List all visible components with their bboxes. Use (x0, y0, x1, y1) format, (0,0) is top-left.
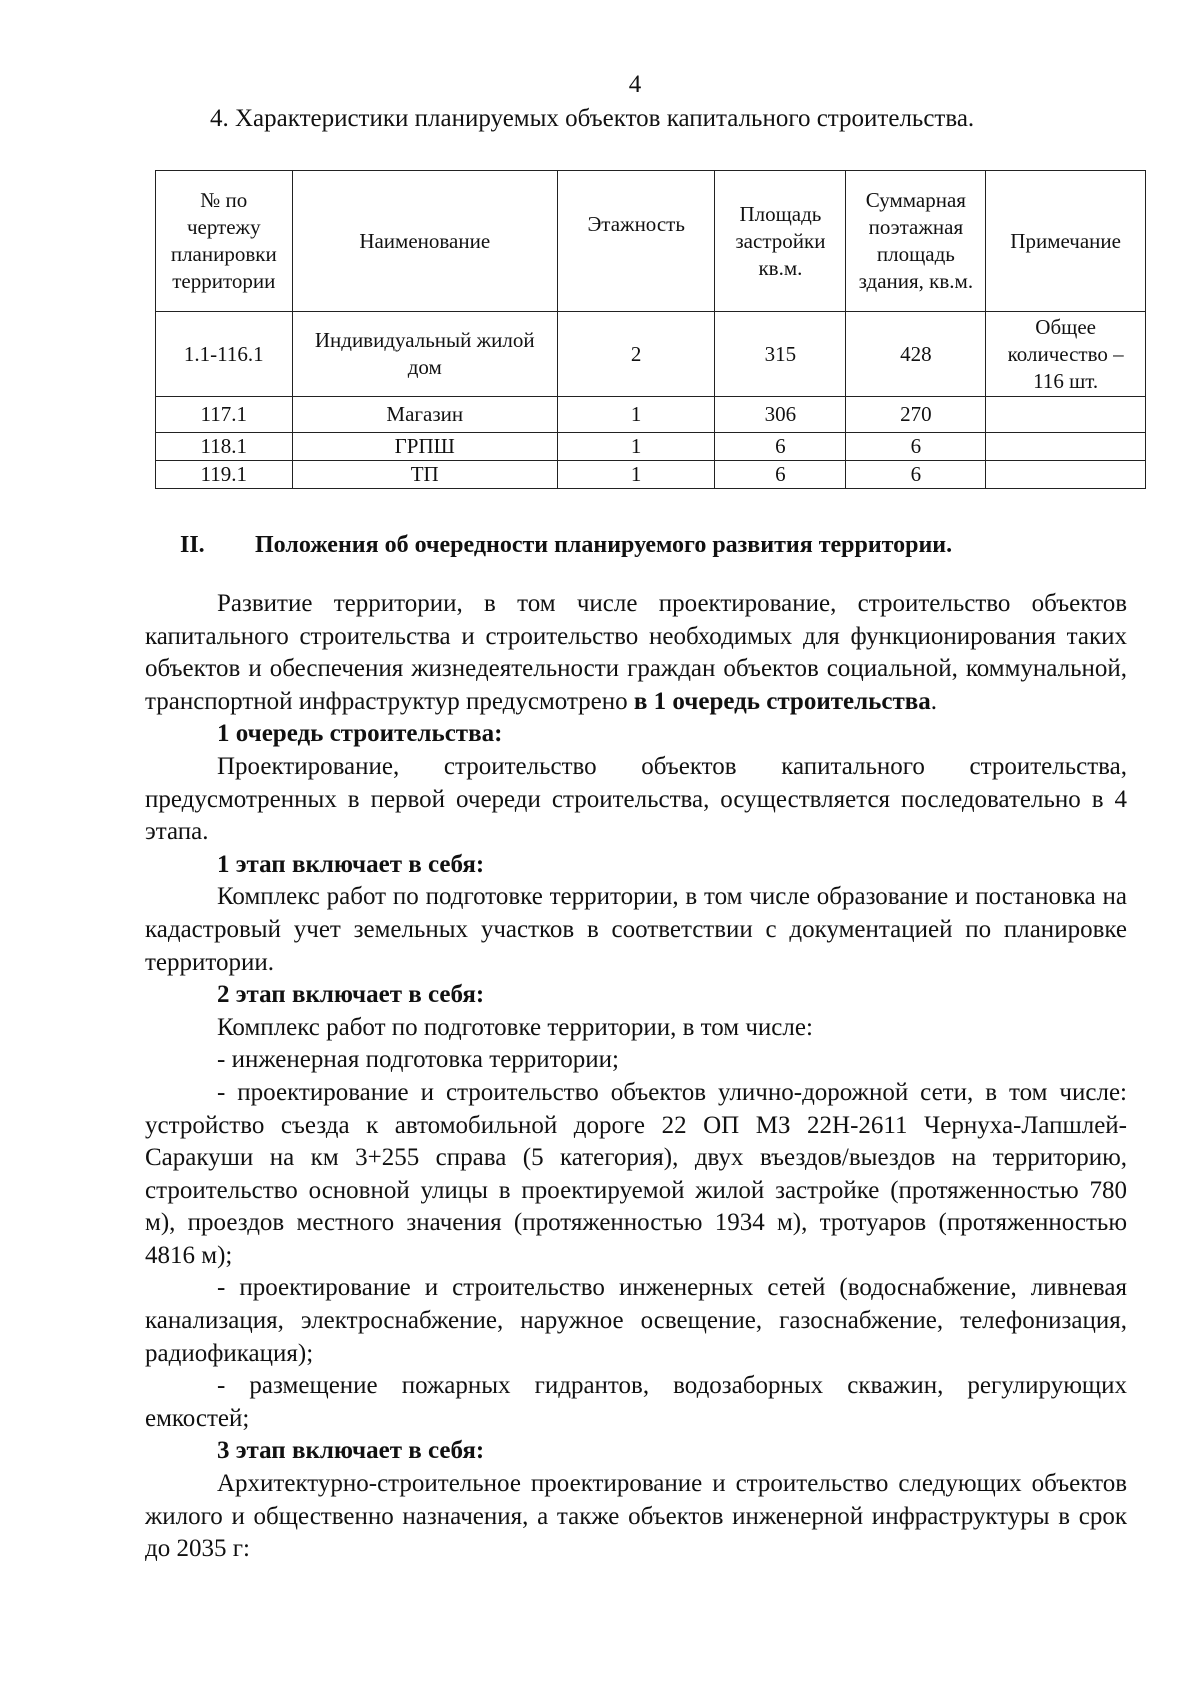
subheading-stage-1: 1 этап включает в себя: (217, 850, 485, 878)
header-cell: Суммарная поэтажная площадь здания, кв.м. (846, 171, 986, 312)
table-cell: 270 (846, 397, 986, 433)
table-cell: 1.1-116.1 (156, 312, 293, 397)
paragraph: - проектирование и строительство объектов улично-дорожной сети, в том числе: устройство съезда к автомобильной дороге 22 ОП МЗ 22Н-2611 Чернуха-Лапшлей-Саракуши на км 3+255 справа (5 категория), двух въездов/выездов на территорию, строительство основной улицы в проектируемой жилой застройке (протяженностью 780 м), проездов местного значения (протяженностью 1934 м), тротуаров (протяженностью 4816 м); (145, 1078, 1127, 1269)
paragraph: Комплекс работ по подготовке территории, в том числе образование и постановка на кадастровый учет земельных участков в соответствии с документацией по планировке территории. (145, 883, 1127, 976)
paragraph-text: Развитие территории, в том числе проектирование, строительство объектов капитального строительства и строительство необходимых для функционирования таких объектов и обеспечения жизнедеятельности граждан объектов социальной, коммунальной, транспортной инфраструктур предусмотрено (145, 590, 1127, 715)
header-cell: № по чертежу планировки территории (156, 171, 293, 312)
table-cell: Магазин (292, 397, 557, 433)
paragraph: Комплекс работ по подготовке территории, в том числе: (217, 1013, 813, 1041)
header-cell: Примечание (986, 171, 1146, 312)
page-number: 4 (628, 71, 642, 98)
table-cell (986, 397, 1146, 433)
header-cell: Этажность (557, 171, 714, 312)
table-cell: Индивидуальный жилой дом (292, 312, 557, 397)
table-title: 4. Характеристики планируемых объектов капитального строительства. (210, 105, 975, 132)
section-number: II. (180, 532, 205, 558)
subheading-queue-1: 1 очередь строительства: (217, 720, 503, 748)
table-cell: 428 (846, 312, 986, 397)
table-cell: 306 (715, 397, 846, 433)
table-row (156, 433, 1146, 461)
header-cell: Наименование (292, 171, 557, 312)
paragraph (145, 588, 1127, 718)
header-cell: Площадь застройки кв.м. (715, 171, 846, 312)
paragraph: Проектирование, строительство объектов капитального строительства, предусмотренных в первой очереди строительства, осуществляется последовательно в 4 этапа. (145, 752, 1127, 846)
paragraph: - инженерная подготовка территории; (217, 1046, 619, 1074)
paragraph-bold: в 1 очередь строительства (633, 687, 931, 715)
table-cell (986, 461, 1146, 489)
table-cell: 315 (715, 312, 846, 397)
table-cell: 6 (846, 433, 986, 461)
table-cell: ГРПШ (292, 433, 557, 461)
table-row (156, 397, 1146, 433)
table-row (156, 461, 1146, 489)
table-cell (986, 433, 1146, 461)
paragraph-end: . (930, 687, 937, 715)
table-header-row (156, 171, 1146, 312)
table-cell: ТП (292, 461, 557, 489)
paragraph: Архитектурно-строительное проектирование и строительство следующих объектов жилого и общественно назначения, а также объектов инженерной инфраструктуры в срок до 2035 г: (145, 1470, 1127, 1563)
section-title: Положения об очередности планируемого развития территории. (255, 532, 953, 558)
table-cell: 118.1 (156, 433, 293, 461)
table-cell: 1 (557, 397, 714, 433)
body-text (145, 588, 1127, 1566)
table-cell: 1 (557, 433, 714, 461)
objects-table (155, 170, 1146, 489)
table-row (156, 312, 1146, 397)
table-cell: 1 (557, 461, 714, 489)
subheading-stage-2: 2 этап включает в себя: (217, 981, 485, 1009)
paragraph: - проектирование и строительство инженерных сетей (водоснабжение, ливневая канализация, электроснабжение, наружное освещение, газоснабжение, телефонизация, радиофикация); (145, 1274, 1127, 1367)
table-cell: 6 (715, 461, 846, 489)
table-cell: 6 (846, 461, 986, 489)
table-cell: 117.1 (156, 397, 293, 433)
subheading-stage-3: 3 этап включает в себя: (217, 1437, 485, 1465)
table-cell: 2 (557, 312, 714, 397)
paragraph: - размещение пожарных гидрантов, водозаборных скважин, регулирующих емкостей; (145, 1372, 1127, 1432)
table-cell: 119.1 (156, 461, 293, 489)
table-cell: 6 (715, 433, 846, 461)
table-cell: Общее количество – 116 шт. (986, 312, 1146, 397)
